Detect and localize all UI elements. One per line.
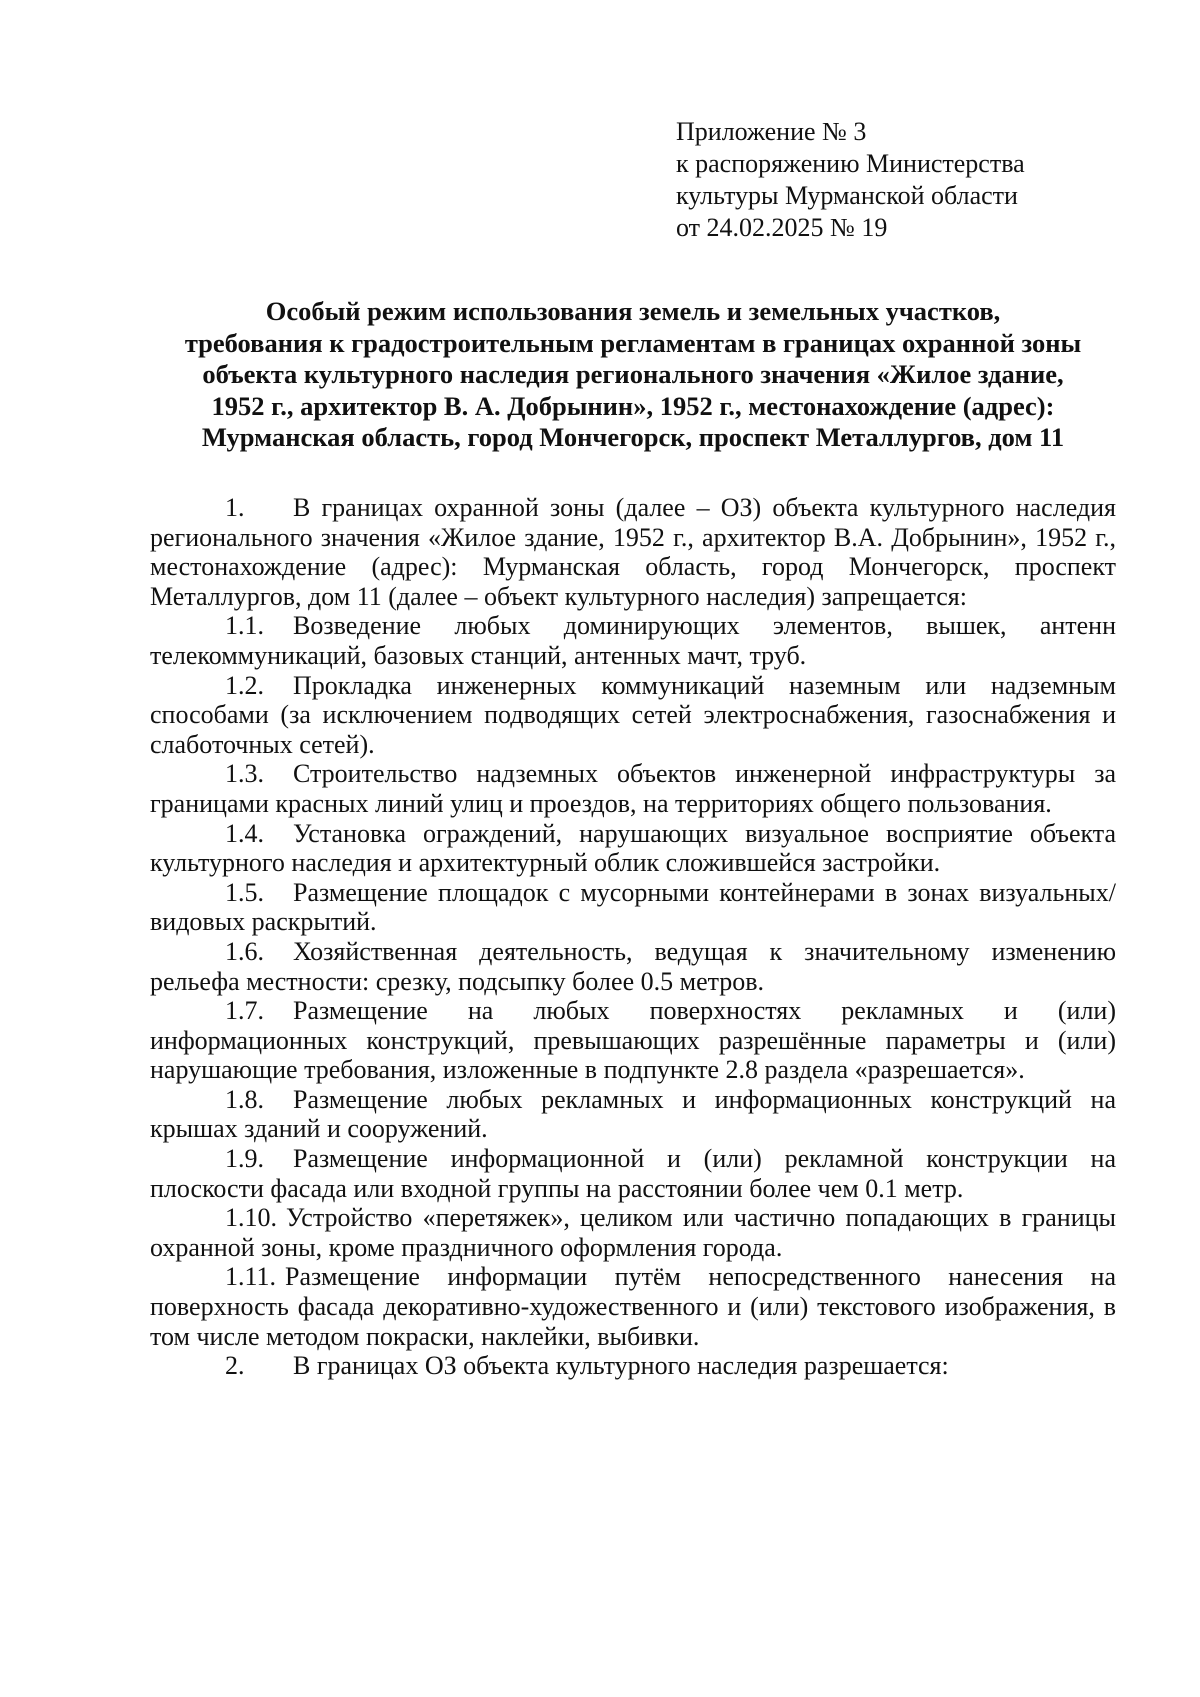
clause-1-8 [150,1085,1116,1144]
clause-1-5 [150,878,1116,937]
clause-text: Возведение любых доминирующих элементов, вышек, антенн телекоммуникаций, базовых станций, антенных мачт, труб. [150,611,1116,670]
clause-number: 1.9. [225,1144,264,1174]
clause-2 [150,1351,1116,1381]
annex-date: от 24.02.2025 № 19 [676,213,888,242]
title-line: требования к градостроительным регламентам в границах охранной зоны [184,327,1082,358]
annex-block [676,116,1025,244]
clause-text: Размещение площадок с мусорными контейнерами в зонах визуальных/видовых раскрытий. [150,877,1116,937]
clause-text: Установка ограждений, нарушающих визуальное восприятие объекта культурного наследия и архитектурный облик сложившейся застройки. [150,818,1116,878]
clause-text: Размещение на любых поверхностях рекламных и (или) информационных конструкций, превышающих разрешённые параметры и (или) нарушающие требования, изложенные в подпункте 2.8 раздела «разрешается». [150,996,1116,1085]
clause-1-7 [150,996,1116,1085]
clause-number: 1.6. [225,936,264,966]
clause-1-11 [150,1262,1116,1351]
title-line: Особый режим использования земель и земельных участков, [265,296,1001,326]
clause-number: 1.7. [225,996,264,1026]
clause-1 [150,493,1116,611]
clause-1-2 [150,671,1116,760]
clause-number: 1.2. [225,670,264,700]
clause-number: 1.3. [225,759,264,789]
clause-text: Размещение любых рекламных и информационных конструкций на крышах зданий и сооружений. [150,1084,1116,1144]
clause-1-4 [150,819,1116,878]
clause-1-10 [150,1203,1116,1262]
clause-1-6 [150,937,1116,996]
clause-number: 1.11. [225,1262,277,1292]
title-line: 1952 г., архитектор В. А. Добрынин», 1952 г., местонахождение (адрес): [211,390,1055,421]
clause-number: 2. [225,1351,245,1381]
clause-text: Размещение информации путём непосредственного нанесения на поверхность фасада декоративно-художественного и (или) текстового изображения, в том числе методом покраски, наклейки, выбивки. [150,1262,1116,1351]
annex-number: Приложение № 3 [676,117,867,146]
clause-text: Устройство «перетяжек», целиком или частично попадающих в границы охранной зоны, кроме праздничного оформления города. [150,1203,1116,1262]
clause-text: Хозяйственная деятельность, ведущая к значительному изменению рельефа местности: срезку, подсыпку более 0.5 метров. [150,936,1116,996]
annex-reference: к распоряжению Министерства [676,149,1025,178]
clause-1-9 [150,1144,1116,1203]
title-line: Мурманская область, город Мончегорск, проспект Металлургов, дом 11 [201,422,1065,452]
document-title [150,296,1116,454]
clause-text: Строительство надземных объектов инженерной инфраструктуры за границами красных линий улиц и проездов, на территориях общего пользования. [150,759,1116,818]
clause-text: Прокладка инженерных коммуникаций наземным или надземным способами (за исключением подводящих сетей электроснабжения, газоснабжения и слаботочных сетей). [150,670,1116,759]
title-line: объекта культурного наследия регионального значения «Жилое здание, [202,359,1064,389]
clause-text: Размещение информационной и (или) рекламной конструкции на плоскости фасада или входной группы на расстоянии более чем 0.1 метр. [150,1144,1116,1203]
clause-number: 1.10. [225,1203,277,1233]
document-body [150,493,1116,1381]
clause-text: В границах ОЗ объекта культурного наследия разрешается: [293,1351,949,1381]
clause-1-3 [150,759,1116,818]
clause-number: 1. [225,493,245,522]
clause-text: В границах охранной зоны (далее – ОЗ) объекта культурного наследия регионального значения «Жилое здание, 1952 г., архитектор В.А. Добрынин», 1952 г., местонахождение (адрес): Мурманская область, город Мончегорск, проспект Металлургов, дом 11 (далее – объект культурного наследия) запрещается: [150,493,1116,611]
clause-number: 1.1. [225,611,264,641]
clause-number: 1.4. [225,818,264,848]
clause-1-1 [150,611,1116,670]
clause-number: 1.5. [225,877,264,907]
clause-number: 1.8. [225,1084,264,1114]
annex-authority: культуры Мурманской области [676,181,1018,210]
